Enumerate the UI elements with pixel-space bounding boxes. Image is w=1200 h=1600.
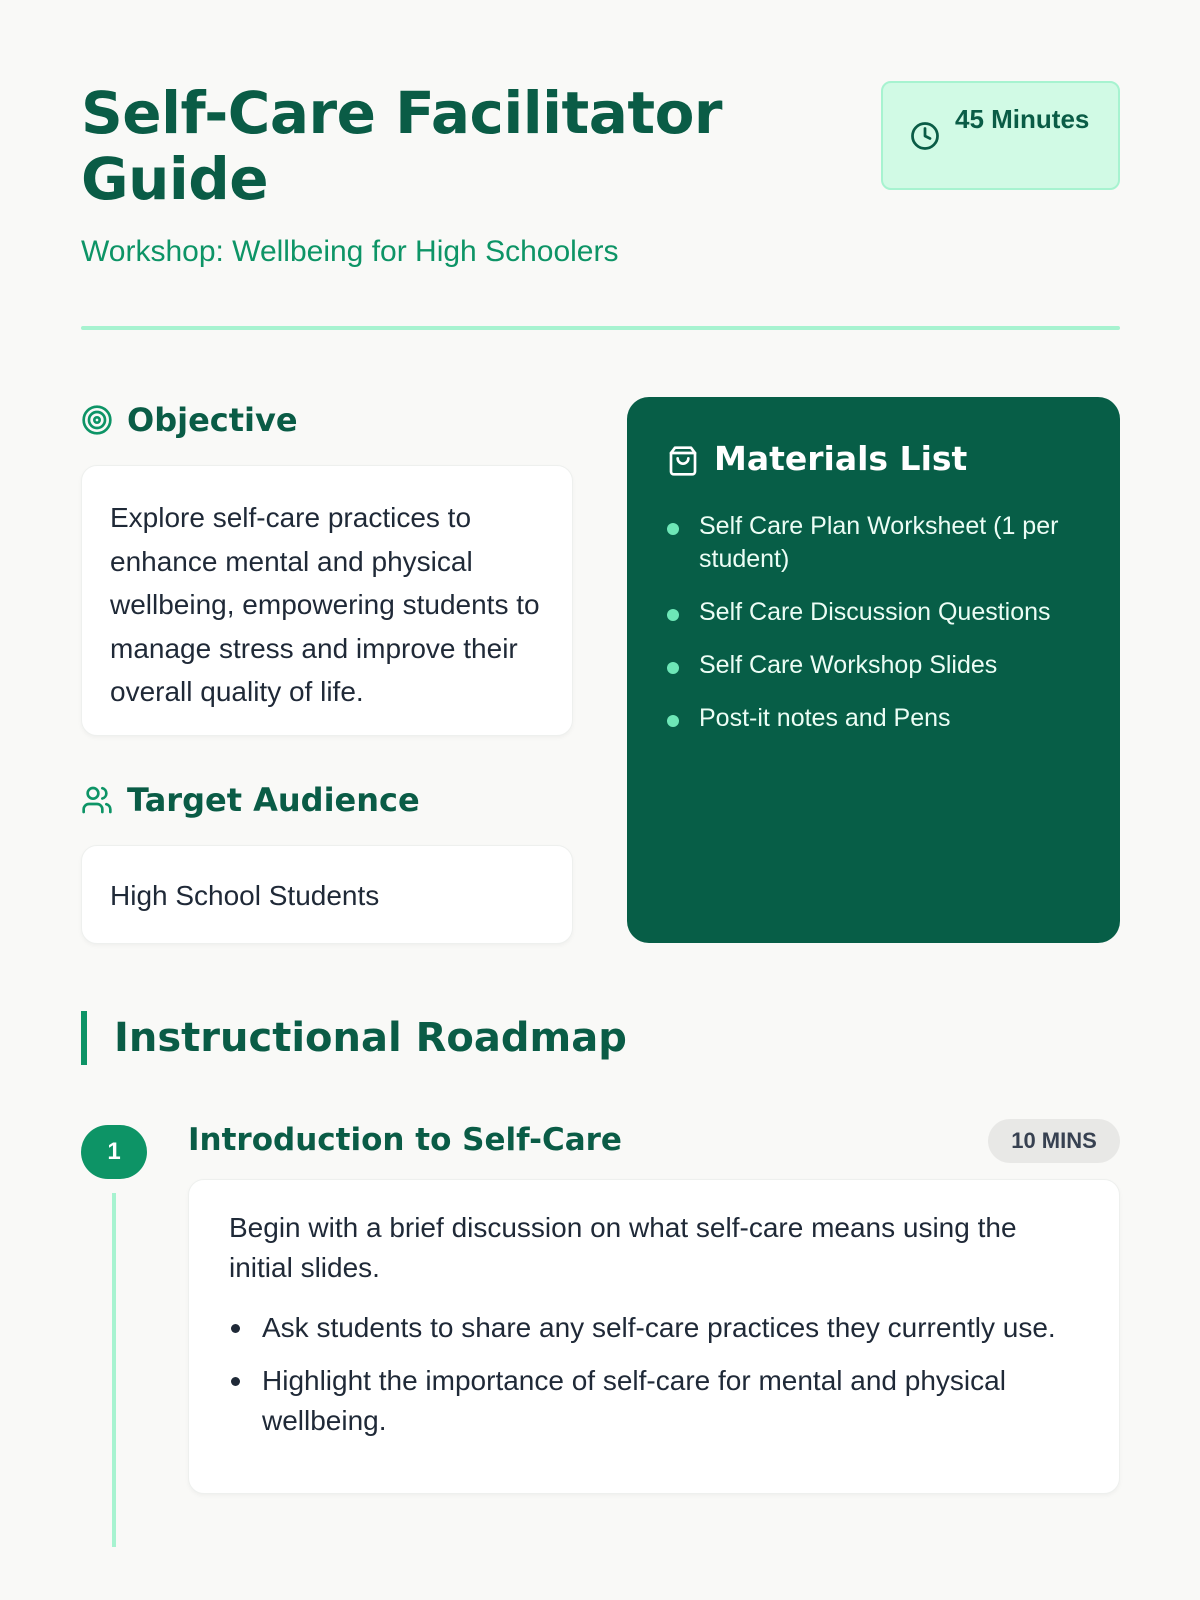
materials-list <box>667 510 1087 755</box>
bullet-dot <box>667 523 679 535</box>
list-item <box>229 1308 1079 1348</box>
bullet-dot <box>667 609 679 621</box>
material-item: Self Care Workshop Slides <box>699 651 998 679</box>
header <box>81 80 1120 280</box>
duration-text: 45 Minutes <box>955 104 1090 134</box>
facilitator-guide <box>81 0 1120 1600</box>
shopping-bag-icon <box>667 444 699 478</box>
material-item: Self Care Plan Worksheet (1 per student) <box>699 512 1059 573</box>
header-divider <box>81 326 1120 330</box>
step-number-badge: 1 <box>81 1125 147 1179</box>
heading-accent-bar <box>81 1011 87 1065</box>
timeline-line <box>112 1193 116 1547</box>
list-item <box>229 1361 1079 1441</box>
list-item <box>667 649 1087 682</box>
step-point-text: Ask students to share any self-care practices they currently use. <box>262 1312 1056 1343</box>
step-card <box>188 1179 1120 1494</box>
material-item: Post-it notes and Pens <box>699 704 951 732</box>
step-lead-text: Begin with a brief discussion on what self-care means using the initial slides. <box>229 1212 1017 1283</box>
bullet-dot <box>231 1324 240 1333</box>
step-time-badge: 10 MINS <box>988 1119 1120 1163</box>
roadmap-heading-label: Instructional Roadmap <box>114 1015 627 1061</box>
bullet-dot <box>667 662 679 674</box>
step-title: Introduction to Self-Care <box>188 1122 622 1158</box>
objective-text: Explore self-care practices to enhance mental and physical wellbeing, empowering students to manage stress and improve their overall quality of life. <box>110 502 540 707</box>
list-item <box>667 596 1087 629</box>
clock-icon <box>910 121 940 151</box>
bullet-dot <box>231 1377 240 1386</box>
audience-text: High School Students <box>110 880 380 911</box>
roadmap-heading <box>81 1011 1120 1065</box>
audience-heading <box>81 778 573 822</box>
list-item <box>667 702 1087 735</box>
objective-heading-label: Objective <box>127 401 298 439</box>
page-subtitle: Workshop: Wellbeing for High Schoolers <box>81 235 619 268</box>
target-icon <box>81 404 113 436</box>
duration-badge <box>881 81 1120 190</box>
page-title: Self-Care Facilitator Guide <box>81 79 723 213</box>
objective-heading <box>81 398 573 442</box>
list-item <box>667 510 1087 576</box>
step-points <box>229 1308 1079 1441</box>
step-point-text: Highlight the importance of self-care for mental and physical wellbeing. <box>262 1365 1006 1436</box>
materials-heading: Materials List <box>714 439 968 478</box>
materials-panel <box>627 397 1120 943</box>
bullet-dot <box>667 715 679 727</box>
objective-card <box>81 465 573 736</box>
material-item: Self Care Discussion Questions <box>699 598 1051 626</box>
audience-heading-label: Target Audience <box>127 781 420 819</box>
users-icon <box>81 784 113 816</box>
audience-card <box>81 845 573 944</box>
